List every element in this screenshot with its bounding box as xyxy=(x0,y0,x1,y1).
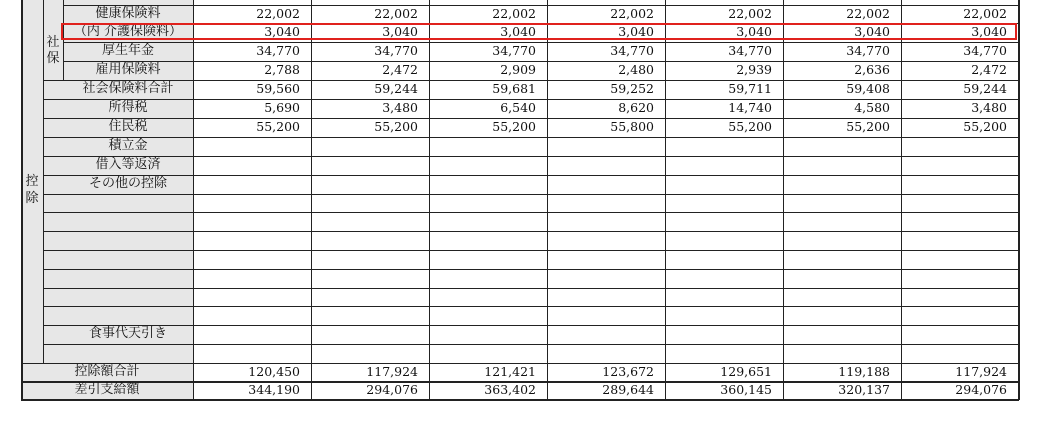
amount-cell xyxy=(193,343,300,362)
amount-cell: 120,450 xyxy=(248,364,300,379)
amount-cell: 117,924 xyxy=(366,364,418,379)
amount-cell: 121,421 xyxy=(484,364,536,379)
amount-cell xyxy=(311,287,418,306)
amount-cell xyxy=(901,343,1007,362)
amount-cell xyxy=(783,136,890,155)
amount-cell xyxy=(783,324,890,343)
amount-cell: 55,200 xyxy=(492,119,536,134)
amount-cell: 55,200 xyxy=(374,119,418,134)
amount-cell xyxy=(193,155,300,174)
row-label: 差引支給額 xyxy=(74,382,140,397)
amount-cell xyxy=(665,343,772,362)
row-label xyxy=(63,211,193,230)
amount-cell xyxy=(901,324,1007,343)
amount-cell xyxy=(901,268,1007,287)
amount-cell xyxy=(311,343,418,362)
amount-cell: 55,200 xyxy=(846,119,890,134)
shaho-char-2: 保 xyxy=(46,51,60,66)
amount-cell xyxy=(429,174,536,193)
amount-cell: 34,770 xyxy=(728,43,772,58)
amount-cell xyxy=(311,155,418,174)
amount-cell: 22,002 xyxy=(256,6,300,21)
amount-cell: 2,480 xyxy=(618,62,654,77)
amount-cell xyxy=(311,249,418,268)
amount-cell xyxy=(311,136,418,155)
amount-cell: 59,244 xyxy=(374,81,418,96)
amount-cell: 22,002 xyxy=(492,6,536,21)
amount-cell: 34,770 xyxy=(256,43,300,58)
amount-cell xyxy=(193,136,300,155)
amount-cell xyxy=(547,230,654,249)
amount-cell: 3,480 xyxy=(382,100,418,115)
amount-cell: 4,580 xyxy=(854,100,890,115)
row-label: 健康保険料 xyxy=(95,6,161,21)
amount-cell xyxy=(547,193,654,212)
amount-cell xyxy=(311,324,418,343)
amount-cell xyxy=(429,136,536,155)
row-label: 所得税 xyxy=(108,100,148,115)
row-label xyxy=(63,249,193,268)
amount-cell xyxy=(901,305,1007,324)
amount-cell: 59,711 xyxy=(728,81,772,96)
amount-cell: 59,560 xyxy=(256,81,300,96)
row-label: 厚生年金 xyxy=(101,43,154,58)
row-label xyxy=(63,305,193,324)
amount-cell xyxy=(429,343,536,362)
row-label xyxy=(63,287,193,306)
amount-cell: 2,636 xyxy=(854,62,890,77)
amount-cell xyxy=(783,305,890,324)
amount-cell: 22,002 xyxy=(610,6,654,21)
amount-cell xyxy=(547,155,654,174)
amount-cell: 2,788 xyxy=(264,62,300,77)
amount-cell xyxy=(665,324,772,343)
amount-cell xyxy=(547,305,654,324)
amount-cell: 34,770 xyxy=(610,43,654,58)
amount-cell: 123,672 xyxy=(602,364,654,379)
amount-cell xyxy=(547,174,654,193)
row-label xyxy=(63,268,193,287)
amount-cell: 22,002 xyxy=(374,6,418,21)
amount-cell: 3,040 xyxy=(264,24,300,39)
amount-cell: 2,472 xyxy=(971,62,1007,77)
amount-cell: 59,252 xyxy=(610,81,654,96)
amount-cell xyxy=(547,211,654,230)
amount-cell xyxy=(665,305,772,324)
amount-cell xyxy=(783,193,890,212)
amount-cell xyxy=(547,268,654,287)
amount-cell xyxy=(311,193,418,212)
amount-cell: 3,040 xyxy=(500,24,536,39)
amount-cell: 6,540 xyxy=(500,100,536,115)
amount-cell: 363,402 xyxy=(484,382,536,397)
amount-cell xyxy=(311,230,418,249)
amount-cell: 5,690 xyxy=(264,100,300,115)
amount-cell: 59,408 xyxy=(846,81,890,96)
amount-cell: 55,200 xyxy=(728,119,772,134)
row-label: 積立金 xyxy=(108,138,148,153)
amount-cell xyxy=(901,249,1007,268)
amount-cell xyxy=(547,249,654,268)
row-label: その他の控除 xyxy=(88,176,167,191)
bottom-border xyxy=(21,399,1019,401)
amount-cell: 22,002 xyxy=(846,6,890,21)
highlight-box xyxy=(61,23,1017,40)
amount-cell xyxy=(901,155,1007,174)
amount-cell: 34,770 xyxy=(963,43,1007,58)
amount-cell xyxy=(665,230,772,249)
amount-cell: 3,480 xyxy=(971,100,1007,115)
amount-cell: 22,002 xyxy=(963,6,1007,21)
amount-cell xyxy=(193,268,300,287)
column-line xyxy=(1018,0,1020,400)
amount-cell xyxy=(193,287,300,306)
amount-cell xyxy=(901,174,1007,193)
row-label: （内 介護保険料） xyxy=(73,24,183,39)
amount-cell xyxy=(665,268,772,287)
row-label: 住民税 xyxy=(108,119,148,134)
amount-cell: 34,770 xyxy=(846,43,890,58)
amount-cell xyxy=(783,287,890,306)
row-label: 社会保険料合計 xyxy=(82,81,174,96)
row-label xyxy=(63,343,193,362)
amount-cell: 129,651 xyxy=(720,364,772,379)
amount-cell: 34,770 xyxy=(492,43,536,58)
amount-cell: 3,040 xyxy=(382,24,418,39)
amount-cell xyxy=(429,155,536,174)
row-label xyxy=(63,193,193,212)
amount-cell xyxy=(547,324,654,343)
amount-cell xyxy=(429,193,536,212)
amount-cell xyxy=(193,324,300,343)
amount-cell xyxy=(783,230,890,249)
amount-cell xyxy=(193,174,300,193)
amount-cell xyxy=(311,305,418,324)
amount-cell: 55,200 xyxy=(963,119,1007,134)
amount-cell: 119,188 xyxy=(838,364,890,379)
amount-cell xyxy=(311,268,418,287)
amount-cell: 59,681 xyxy=(492,81,536,96)
amount-cell xyxy=(311,174,418,193)
amount-cell: 55,800 xyxy=(610,119,654,134)
amount-cell: 117,924 xyxy=(955,364,1007,379)
amount-cell: 294,076 xyxy=(955,382,1007,397)
amount-cell: 3,040 xyxy=(618,24,654,39)
amount-cell: 3,040 xyxy=(736,24,772,39)
amount-cell xyxy=(665,174,772,193)
amount-cell xyxy=(193,249,300,268)
amount-cell xyxy=(429,268,536,287)
amount-cell xyxy=(193,230,300,249)
amount-cell xyxy=(783,268,890,287)
shaho-char-1: 社 xyxy=(46,35,60,50)
amount-cell xyxy=(783,343,890,362)
amount-cell xyxy=(901,136,1007,155)
amount-cell: 360,145 xyxy=(720,382,772,397)
amount-cell: 14,740 xyxy=(728,100,772,115)
amount-cell: 2,939 xyxy=(736,62,772,77)
amount-cell xyxy=(783,174,890,193)
amount-cell xyxy=(665,193,772,212)
row-label: 雇用保険料 xyxy=(95,62,161,77)
amount-cell: 3,040 xyxy=(854,24,890,39)
amount-cell: 55,200 xyxy=(256,119,300,134)
amount-cell xyxy=(193,305,300,324)
amount-cell xyxy=(429,230,536,249)
amount-cell: 320,137 xyxy=(838,382,890,397)
amount-cell xyxy=(429,324,536,343)
amount-cell: 8,620 xyxy=(618,100,654,115)
amount-cell xyxy=(901,193,1007,212)
amount-cell: 2,909 xyxy=(500,62,536,77)
amount-cell xyxy=(547,287,654,306)
amount-cell xyxy=(665,211,772,230)
amount-cell xyxy=(901,287,1007,306)
amount-cell: 34,770 xyxy=(374,43,418,58)
amount-cell: 294,076 xyxy=(366,382,418,397)
amount-cell xyxy=(665,249,772,268)
amount-cell xyxy=(665,136,772,155)
amount-cell: 59,244 xyxy=(963,81,1007,96)
amount-cell xyxy=(193,193,300,212)
amount-cell xyxy=(429,305,536,324)
amount-cell xyxy=(547,136,654,155)
amount-cell xyxy=(665,287,772,306)
amount-cell xyxy=(783,249,890,268)
amount-cell xyxy=(901,230,1007,249)
amount-cell: 344,190 xyxy=(248,382,300,397)
row-label xyxy=(63,230,193,249)
row-label: 借入等返済 xyxy=(95,157,161,172)
row-label: 食事代天引き xyxy=(88,326,167,341)
amount-cell: 22,002 xyxy=(728,6,772,21)
amount-cell xyxy=(429,287,536,306)
koujo-char-2: 除 xyxy=(25,191,39,206)
amount-cell xyxy=(665,155,772,174)
amount-cell xyxy=(193,211,300,230)
amount-cell xyxy=(429,249,536,268)
amount-cell xyxy=(783,211,890,230)
amount-cell: 3,040 xyxy=(971,24,1007,39)
koujo-char-1: 控 xyxy=(25,174,39,189)
amount-cell xyxy=(429,211,536,230)
amount-cell xyxy=(901,211,1007,230)
amount-cell xyxy=(783,155,890,174)
amount-cell: 2,472 xyxy=(382,62,418,77)
amount-cell xyxy=(547,343,654,362)
amount-cell: 289,644 xyxy=(602,382,654,397)
amount-cell xyxy=(311,211,418,230)
row-label: 控除額合計 xyxy=(74,364,140,379)
